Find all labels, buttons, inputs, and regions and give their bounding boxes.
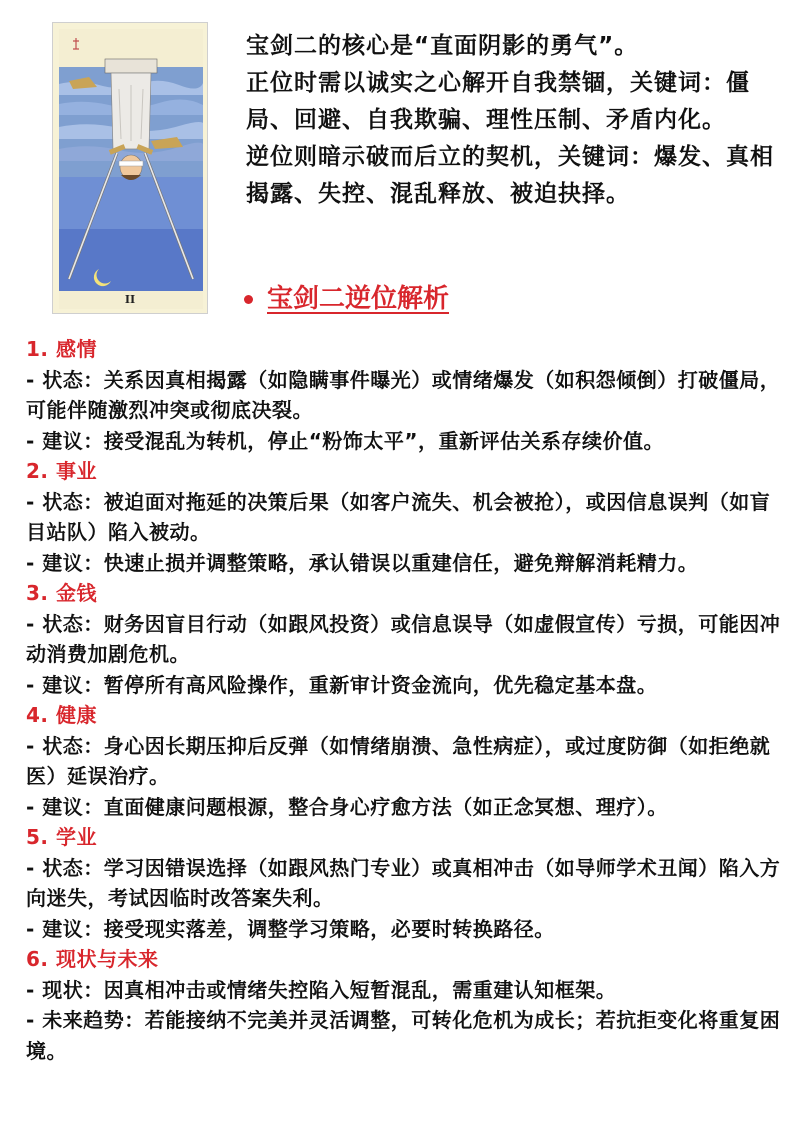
section-heading: 3. 金钱 bbox=[26, 581, 97, 605]
section-line: - 未来趋势：若能接纳不完美并灵活调整，可转化危机为成长；若抗拒变化将重复困境。 bbox=[26, 1008, 781, 1063]
section-line: - 建议：快速止损并调整策略，承认错误以重建信任，避免辩解消耗精力。 bbox=[26, 550, 699, 575]
section-line: - 建议：暂停所有高风险操作，重新审计资金流向，优先稳定基本盘。 bbox=[26, 672, 658, 697]
tarot-card-image bbox=[52, 22, 208, 314]
section-title-text: 宝剑二逆位解析 bbox=[267, 284, 450, 314]
bullet-icon bbox=[244, 295, 253, 304]
section-line: - 建议：接受混乱为转机，停止“粉饰太平”，重新评估关系存续价值。 bbox=[26, 428, 665, 453]
section-heading: 5. 学业 bbox=[26, 825, 97, 849]
section-line: - 状态：被迫面对拖延的决策后果（如客户流失、机会被抢），或因信息误判（如盲目站队）陷入被动。 bbox=[26, 489, 771, 544]
intro-upright: 正位时需以诚实之心解开自我禁锢，关键词：僵局、回避、自我欺骗、理性压制、矛盾内化。 bbox=[246, 70, 750, 133]
card-numeral: II bbox=[124, 293, 136, 306]
section-line: - 状态：关系因真相揭露（如隐瞒事件曝光）或情绪爆发（如积怨倾倒）打破僵局，可能伴随激烈冲突或彻底决裂。 bbox=[26, 367, 781, 422]
intro-reversed: 逆位则暗示破而后立的契机，关键词：爆发、真相揭露、失控、混乱释放、被迫抉择。 bbox=[246, 144, 774, 207]
section-line: - 状态：学习因错误选择（如跟风热门专业）或真相冲击（如导师学术丑闻）陷入方向迷失，考试因临时改答案失利。 bbox=[26, 855, 781, 910]
section-heading: 1. 感情 bbox=[26, 337, 97, 361]
section-line: - 建议：直面健康问题根源，整合身心疗愈方法（如正念冥想、理疗）。 bbox=[26, 794, 668, 819]
section-title bbox=[244, 279, 449, 319]
two-of-swords-reversed-illustration bbox=[59, 29, 203, 309]
intro-text bbox=[246, 28, 786, 213]
section-line: - 建议：接受现实落差，调整学习策略，必要时转换路径。 bbox=[26, 916, 555, 941]
section-line: - 状态：财务因盲目行动（如跟风投资）或信息误导（如虚假宣传）亏损，可能因冲动消费加剧危机。 bbox=[26, 611, 781, 666]
interpretation-sections bbox=[26, 334, 786, 1066]
section-heading: 4. 健康 bbox=[26, 703, 97, 727]
section-heading: 6. 现状与未来 bbox=[26, 947, 159, 971]
section-heading: 2. 事业 bbox=[26, 459, 97, 483]
intro-core: 宝剑二的核心是“直面阴影的勇气”。 bbox=[246, 33, 639, 59]
section-line: - 状态：身心因长期压抑后反弹（如情绪崩溃、急性病症），或过度防御（如拒绝就医）延误治疗。 bbox=[26, 733, 771, 788]
section-line: - 现状：因真相冲击或情绪失控陷入短暂混乱，需重建认知框架。 bbox=[26, 977, 617, 1002]
